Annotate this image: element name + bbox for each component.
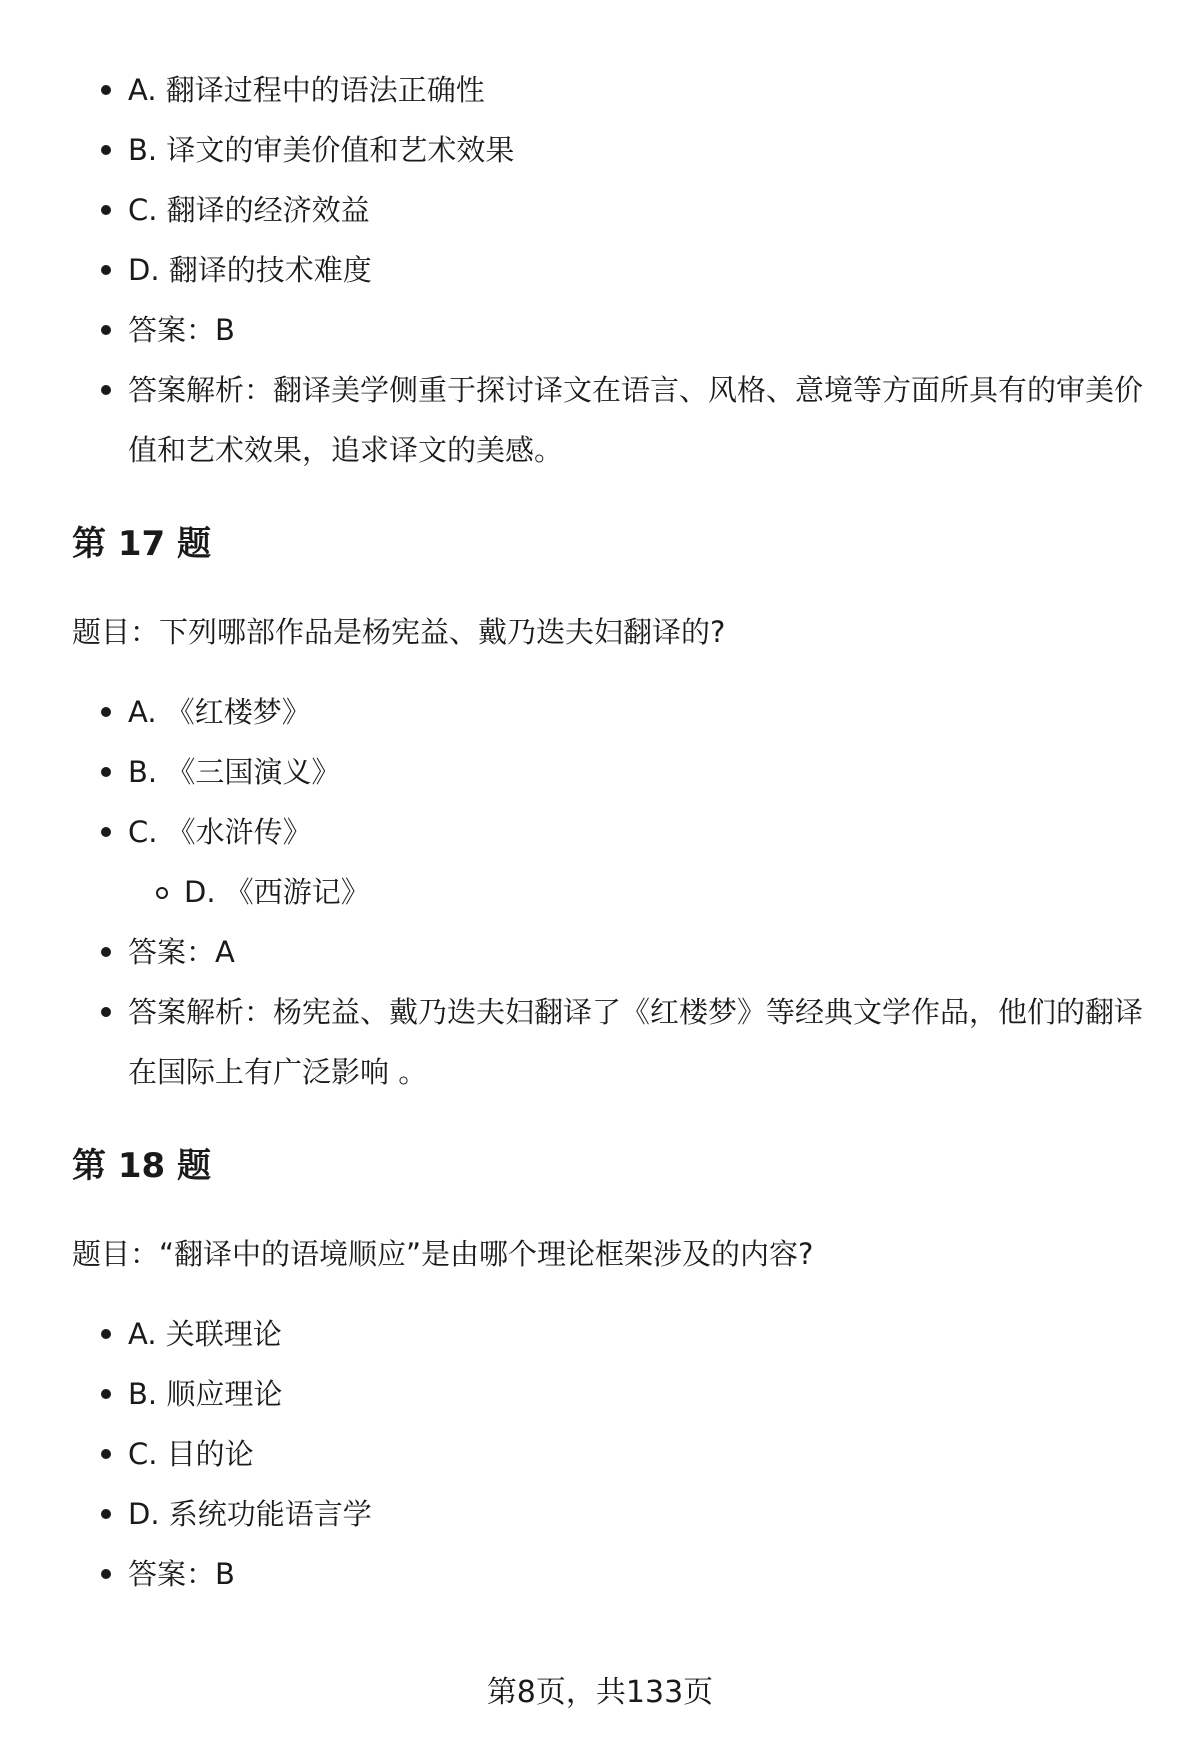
q16-answer: 答案：B	[128, 300, 1152, 360]
page-footer: 第8页，共133页	[486, 1675, 714, 1710]
document-content	[72, 60, 1152, 1604]
q17-option-c: C. 《水浒传》	[128, 802, 1152, 862]
q16-option-b: B. 译文的审美价值和艺术效果	[128, 120, 1152, 180]
q17-heading: 第 17 题	[72, 524, 211, 564]
q18-option-list	[72, 1304, 1152, 1604]
q17-option-a: A. 《红楼梦》	[128, 682, 1152, 742]
q18-option-d: D. 系统功能语言学	[128, 1484, 1152, 1544]
q17-answer: 答案：A	[128, 922, 1152, 982]
q16-option-a: A. 翻译过程中的语法正确性	[128, 60, 1152, 120]
q17-option-b: B. 《三国演义》	[128, 742, 1152, 802]
q18-option-a: A. 关联理论	[128, 1304, 1152, 1364]
q17-question: 题目：下列哪部作品是杨宪益、戴乃迭夫妇翻译的?	[72, 615, 726, 649]
q17-option-d: D. 《西游记》	[128, 862, 1152, 922]
q18-answer: 答案：B	[128, 1544, 1152, 1604]
q16-option-d: D. 翻译的技术难度	[128, 240, 1152, 300]
q18-heading: 第 18 题	[72, 1146, 211, 1186]
q17-option-list	[72, 682, 1152, 1102]
q17-explanation: 答案解析：杨宪益、戴乃迭夫妇翻译了《红楼梦》等经典文学作品，他们的翻译在国际上有广泛影响 。	[128, 982, 1152, 1102]
q16-explanation: 答案解析：翻译美学侧重于探讨译文在语言、风格、意境等方面所具有的审美价值和艺术效果，追求译文的美感。	[128, 360, 1152, 480]
q16-option-c: C. 翻译的经济效益	[128, 180, 1152, 240]
q18-question: 题目：“翻译中的语境顺应”是由哪个理论框架涉及的内容?	[72, 1237, 814, 1271]
q18-option-c: C. 目的论	[128, 1424, 1152, 1484]
q18-option-b: B. 顺应理论	[128, 1364, 1152, 1424]
q16-option-list	[72, 60, 1152, 480]
